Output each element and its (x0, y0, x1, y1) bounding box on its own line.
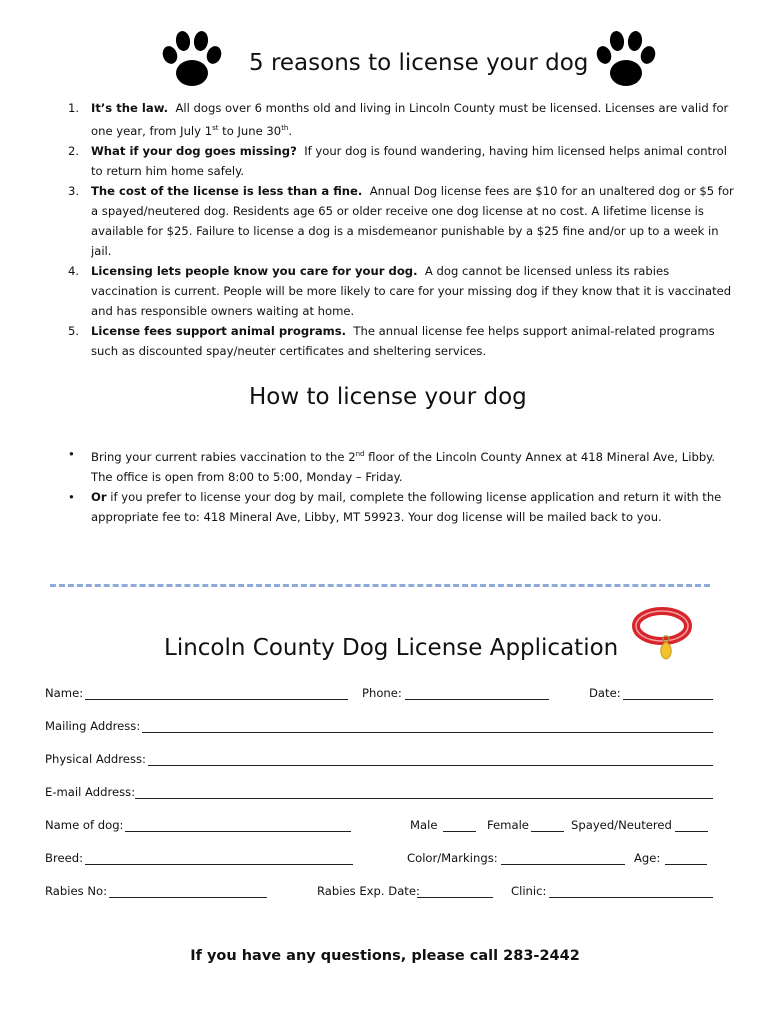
form-row (45, 851, 715, 869)
reason-text: If your dog is found wandering, having him licensed helps animal control to return him home safely. (91, 143, 727, 178)
mailing-address-field[interactable] (142, 732, 713, 733)
paw-print-icon (594, 30, 658, 92)
reason-heading: License fees support animal programs. (91, 323, 347, 338)
form-row (45, 818, 715, 836)
list-number: 4. (68, 263, 80, 278)
email-field[interactable] (135, 798, 713, 799)
list-item (46, 261, 736, 321)
phone-label: Phone: (362, 686, 402, 700)
form-row (45, 785, 715, 803)
age-label: Age: (634, 851, 661, 865)
reasons-list (46, 98, 736, 361)
date-label: Date: (589, 686, 621, 700)
list-item (46, 444, 736, 487)
color-markings-label: Color/Markings: (407, 851, 498, 865)
form-row (45, 686, 715, 704)
page-title: 5 reasons to license your dog (249, 50, 589, 76)
phone-field[interactable] (405, 699, 549, 700)
date-field[interactable] (623, 699, 713, 700)
reason-text: A dog cannot be licensed unless its rabies vaccination is current. People will be more likely to care for your missing dog if they know that it is vaccinated and has responsible owners waiting at home. (91, 263, 732, 318)
physical-address-label: Physical Address: (45, 752, 146, 766)
clinic-field[interactable] (549, 897, 713, 898)
form-row (45, 884, 715, 902)
list-item (46, 141, 736, 181)
name-field[interactable] (85, 699, 348, 700)
spayed-neutered-label: Spayed/Neutered (571, 818, 672, 832)
reason-text: Annual Dog license fees are $10 for an unaltered dog or $5 for a spayed/neutered dog. Residents age 65 or older receive one dog license at no cost. A lifetime license is available for $25. Failure to license a dog is a misdemeanor punishable by a $25 fine and/or up to a week in jail. (91, 183, 734, 258)
contact-footer: If you have any questions, please call 283-2442 (190, 948, 580, 964)
breed-label: Breed: (45, 851, 83, 865)
list-number: 2. (68, 143, 80, 158)
spayed-neutered-field[interactable] (675, 831, 708, 832)
superscript: nd (355, 450, 365, 458)
reason-text: The annual license fee helps support animal-related programs such as discounted spay/neuter certificates and sheltering services. (91, 323, 715, 358)
physical-address-field[interactable] (148, 765, 713, 766)
male-field[interactable] (443, 831, 476, 832)
list-item (46, 98, 736, 141)
dog-name-field[interactable] (125, 831, 351, 832)
list-item (46, 321, 736, 361)
bullet-icon: • (68, 489, 75, 504)
mailing-address-label: Mailing Address: (45, 719, 141, 733)
list-number: 5. (68, 323, 80, 338)
step-emphasis: Or (91, 489, 107, 504)
form-row (45, 719, 715, 737)
reason-heading: It’s the law. (91, 101, 169, 115)
rabies-exp-date-label: Rabies Exp. Date: (317, 884, 420, 898)
list-number: 3. (68, 183, 80, 198)
form-row (45, 752, 715, 770)
reason-heading: What if your dog goes missing? (91, 143, 297, 158)
rabies-number-label: Rabies No: (45, 884, 108, 898)
reason-text: to June 30 (218, 123, 282, 138)
reason-heading: Licensing lets people know you care for your dog. (91, 263, 418, 278)
name-label: Name: (45, 686, 84, 700)
step-text: Bring your current rabies vaccination to the 2 (91, 449, 356, 464)
dog-name-label: Name of dog: (45, 818, 124, 832)
bullet-icon: • (68, 447, 75, 461)
female-label: Female (487, 818, 529, 832)
superscript: th (281, 124, 289, 132)
email-label: E-mail Address: (45, 785, 136, 799)
list-number: 1. (68, 101, 80, 115)
breed-field[interactable] (85, 864, 353, 865)
reason-text: All dogs over 6 months old and living in Lincoln County must be licensed. Licenses are valid for one year, from July 1 (91, 101, 729, 138)
reason-text: . (288, 123, 293, 138)
list-item (46, 181, 736, 261)
male-label: Male (410, 818, 438, 832)
list-item (46, 487, 736, 527)
paw-print-icon (160, 30, 224, 92)
application-title: Lincoln County Dog License Application (164, 635, 619, 661)
dashed-divider (50, 584, 710, 587)
rabies-exp-date-field[interactable] (417, 897, 493, 898)
age-field[interactable] (665, 864, 707, 865)
rabies-number-field[interactable] (109, 897, 267, 898)
reason-heading: The cost of the license is less than a fine. (91, 183, 363, 198)
how-to-heading: How to license your dog (249, 384, 527, 410)
step-text: if you prefer to license your dog by mail, complete the following license application and return it with the appropriate fee to: 418 Mineral Ave, Libby, MT 59923. Your dog license will be mailed back to you. (91, 489, 722, 524)
step-text: floor of the Lincoln County Annex at 418 Mineral Ave, Libby. The office is open from 8:00 to 5:00, Monday – Friday. (91, 449, 716, 484)
clinic-label: Clinic: (511, 884, 547, 898)
superscript: st (212, 124, 219, 132)
color-markings-field[interactable] (501, 864, 625, 865)
how-to-list (46, 444, 736, 527)
female-field[interactable] (531, 831, 564, 832)
dog-collar-icon (632, 606, 696, 662)
